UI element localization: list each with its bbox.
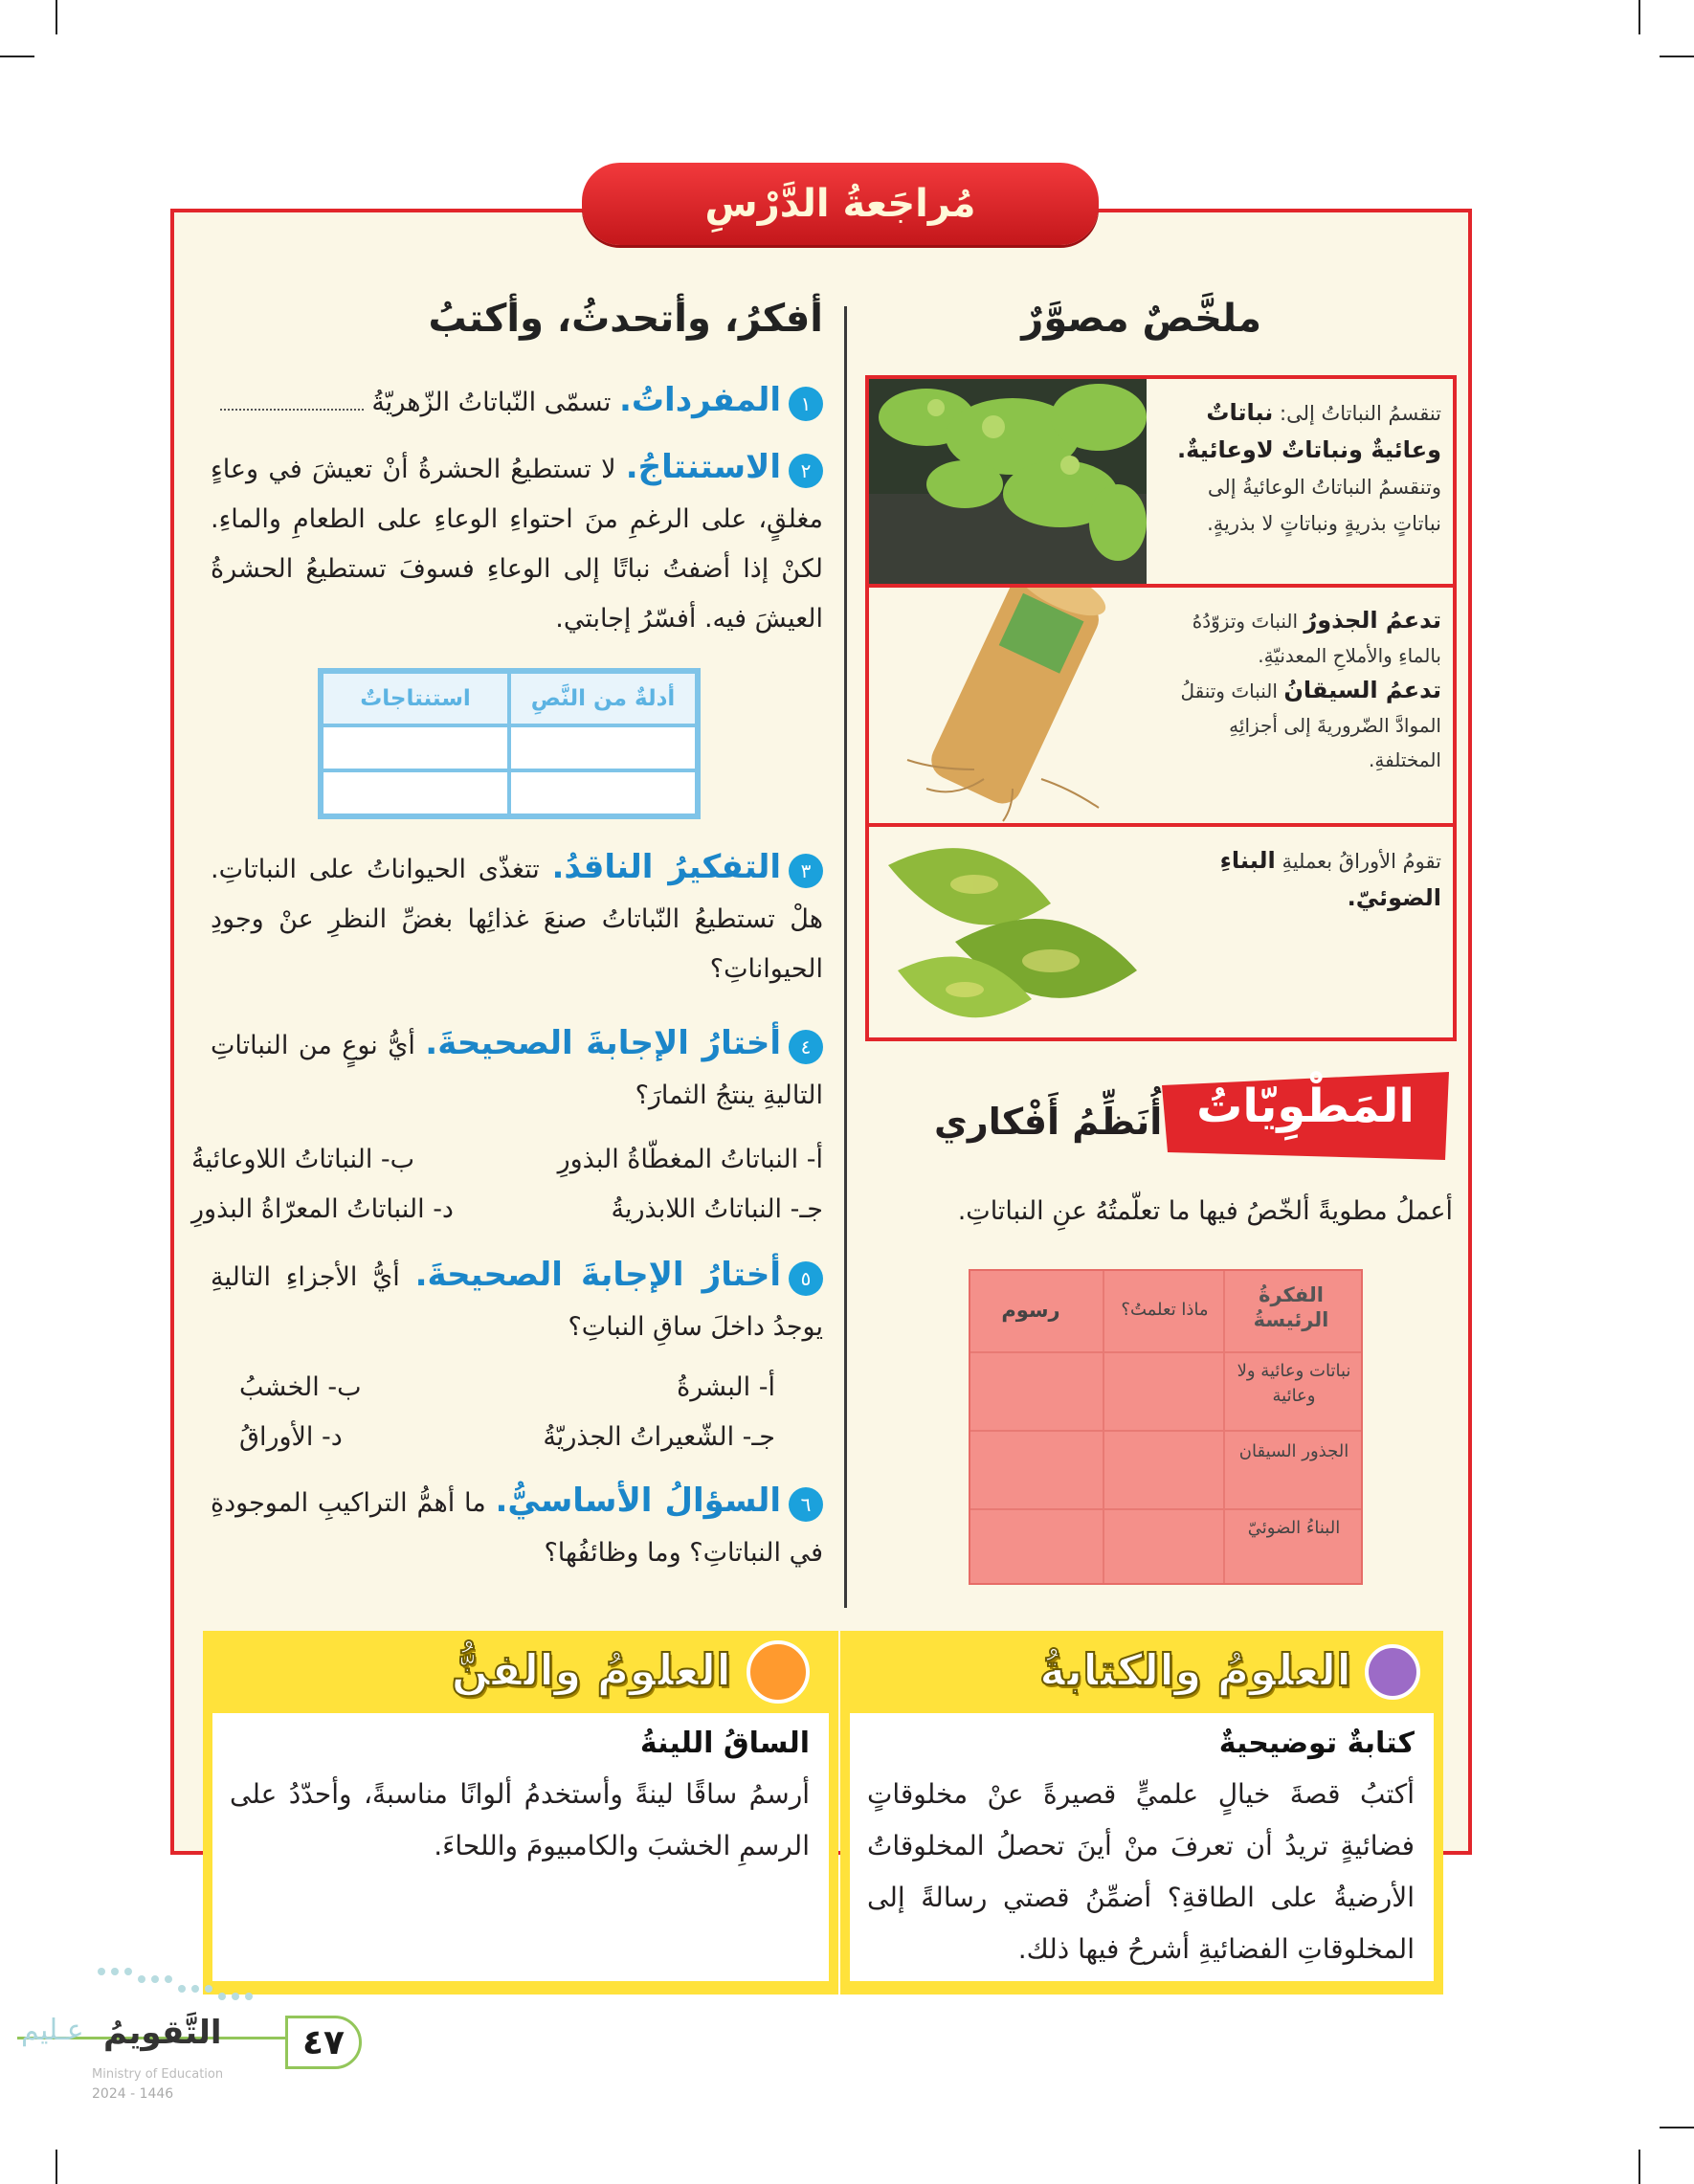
ministry-watermark [92,1962,255,2014]
question-4 [211,1018,823,1121]
summary-row-roots-stems [869,588,1453,827]
art-box-content [212,1713,829,1981]
question-number: ٣ [789,854,823,888]
questions-heading: أفكرُ، وأتحدثُ، وأكتبُ [428,297,823,341]
science-writing-box [840,1631,1443,1995]
choice-c[interactable]: جـ- النباتاتُ اللابذريةُ [611,1194,823,1224]
question-6 [211,1476,823,1578]
lesson-review-title: مُراجَعةُ الدَّرْسِ [582,163,1099,245]
question-number: ١ [789,387,823,421]
question-number: ٦ [789,1487,823,1522]
art-subtitle: الساقُ اللينةُ [639,1727,810,1760]
question-text: ما أهمُّ التراكيبِ الموجودةِ في النباتاتِ؟ وما وظائفُها؟ [211,1488,823,1568]
choice-c[interactable]: جـ- الشّعيراتُ الجذريّةُ [543,1422,775,1452]
visual-summary-table [865,375,1457,1041]
fold-row-1: نباتات وعائية ولا وعائية [1237,1361,1351,1406]
science-art-box [203,1631,838,1995]
writing-box-content [850,1713,1434,1981]
fold-row-2: الجذور السيقان [1238,1441,1349,1461]
question-number: ٥ [789,1261,823,1296]
choice-b[interactable]: ب- الخشبُ [239,1372,362,1402]
writing-body: أكتبُ قصةَ خيالٍ علميٍّ قصيرةً عنْ مخلوقاتٍ فضائيةٍ تريدُ أن تعرفَ منْ أينَ تحصلُ المخلوقاتُ الأرضيةُ على الطاقةِ؟ أضمِّنُ قصتي رسالةً إلى المخلوقاتِ الفضائيةِ أشرحُ فيها ذلك. [867,1778,1415,1965]
table-cell[interactable] [322,770,509,815]
choice-a[interactable]: أ- البشرةُ [677,1372,775,1402]
choice-b[interactable]: ب- النباتاتُ اللاوعائيةُ [191,1145,415,1174]
question-5 [211,1250,823,1352]
writing-subtitle: كتابةٌ توضيحيةٌ [1218,1727,1415,1760]
art-body: أرسمُ ساقًا لينةً وأستخدمُ ألوانًا مناسبةً، وأحدّدُ على الرسمِ الخشبَ والكامبيومَ واللحاءَ. [230,1778,810,1861]
fold-row-3: البناءُ الضوئيّ [1247,1518,1341,1538]
conclusion-header: استنتاجاتٌ [322,672,509,725]
paintbrush-icon [747,1640,810,1704]
question-number: ٤ [789,1030,823,1064]
choice-d[interactable]: د- الأوراقُ [239,1422,343,1452]
footer-section-label: التَّقويمُ [103,2014,222,2052]
q4-choices [191,1135,823,1235]
page-number: ٤٧ [285,2016,362,2069]
question-keyword: التفكيرُ الناقدُ. [551,848,781,886]
foldables-instruction: أعملُ مطويةً ألخّصُ فيها ما تعلّمتُهُ عنِ النباتاتِ. [957,1196,1453,1226]
question-3 [211,842,823,994]
question-text: لا تستطيعُ الحشرةُ أنْ تعيشَ في وعاءٍ مغلقٍ، على الرغمِ منَ احتواءِ الوعاءِ على الطعامِ والماءِ. لكنْ إذا أضفتُ نباتًا إلى الوعاءِ فسوفَ تستطيعُ الحشرةُ العيشَ فيه. أفسّرُ إجابتي. [211,455,823,634]
foldable-table [969,1269,1363,1585]
question-keyword: السؤالُ الأساسيُّ. [495,1482,781,1520]
writing-icon [1365,1644,1420,1700]
foldables-tagline: أُنَظِّمُ أَفْكاري [934,1101,1163,1143]
brand-logo: عـليم [21,2014,84,2047]
question-text: تتغذّى الحيواناتُ على النباتاتِ. هلْ تستطيعُ النّباتاتُ صنعَ غذائِها بغضِّ النظرِ عنْ وجودِ الحيواناتِ؟ [211,855,823,984]
summary-row-leaves [869,827,1453,1037]
summary-heading: ملخَّصٌ مصوَّرٌ [1021,297,1261,341]
choice-a[interactable]: أ- النباتاتُ المغطّاةُ البذورِ [557,1145,823,1174]
q5-choices [239,1363,775,1462]
question-number: ٢ [789,454,823,488]
evidence-header: أدلةٌ من النَّصِ [509,672,697,725]
fold-header-drawings: رسوم [1001,1299,1060,1322]
writing-box-title: العلومُ والكتابةُ [1039,1644,1351,1696]
question-2 [211,442,823,644]
leaves-image [869,827,1147,1037]
question-text: أيُّ نوعٍ من النباتاتِ التاليةِ ينتجُ الثمارَ؟ [211,1031,823,1110]
summary-text: تدعمُ الجذورُ النباتَ وتزوّدُهُ بالماءِ والأملاحِ المعدنيّةِ. تدعمُ السيقانُ النباتَ وتنقلُ الموادَّ الضّروريةَ إلى أجزائِهِ المختلفةِ. [1180,607,1441,771]
fern-image [869,379,1147,584]
question-text: أيُّ الأجزاءِ التاليةِ يوجدُ داخلَ ساقِ النباتِ؟ [211,1262,823,1342]
table-cell[interactable] [509,770,697,815]
summary-row-plants [869,379,1453,588]
question-text: تسمّى النّباتاتُ الزّهريّةُ [371,388,612,417]
summary-text: تنقسمُ النباتاتُ إلى: نباتاتٌ وعائيةٌ ونباتاتٌ لاوعائيةٌ. وتنقسمُ النباتاتُ الوعائيةُ إلى نباتاتٍ بذريةٍ ونباتاتٍ لا بذريةٍ. [1177,399,1441,535]
question-keyword: أختارُ الإجابةَ الصحيحةَ. [414,1256,781,1294]
fold-header-learned: ماذا تعلمتُ؟ [1121,1300,1209,1320]
stem-root-image [869,588,1147,823]
brand-english: Ministry of Education [92,2067,224,2082]
evidence-table [318,668,701,819]
summary-text: تقومُ الأوراقُ بعمليةِ البناءِ الضوئيّ. [1219,847,1441,911]
column-divider [844,306,847,1608]
question-1 [211,375,823,428]
question-keyword: المفرداتُ. [618,381,781,419]
foldables-badge-label: المَطْوِيّاتُ [1196,1080,1415,1133]
table-cell[interactable] [322,725,509,770]
footer-year: 2024 - 1446 [92,2086,174,2102]
choice-d[interactable]: د- النباتاتُ المعرّاةُ البذورِ [191,1194,454,1224]
fold-header-main: الفكرةُ الرئيسةُ [1253,1283,1329,1331]
question-keyword: الاستنتاجُ. [625,448,781,486]
art-box-title: العلومُ والفنُّ [451,1644,731,1696]
question-keyword: أختارُ الإجابةَ الصحيحةَ. [425,1024,781,1062]
answer-blank[interactable] [220,386,364,411]
foldables-badge [1162,1072,1449,1160]
table-cell[interactable] [509,725,697,770]
